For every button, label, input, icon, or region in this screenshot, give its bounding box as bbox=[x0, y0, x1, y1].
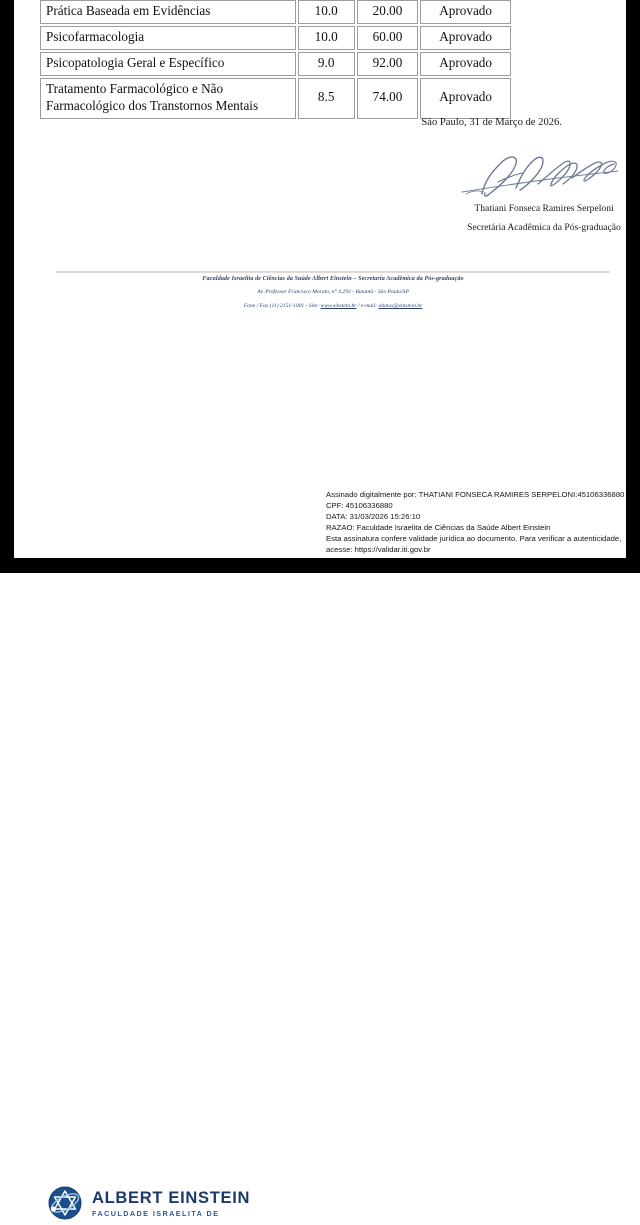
cell-grade: 8.5 bbox=[298, 78, 355, 119]
digisig-validity: Esta assinatura confere validade jurídica ao documento. Para verificar a autenticidade, bbox=[326, 534, 622, 544]
footer-contact bbox=[56, 304, 610, 310]
logo-text-group bbox=[92, 1186, 250, 1217]
footer-contact-mid: / e-mail: bbox=[357, 302, 377, 309]
cell-hours: 92.00 bbox=[357, 52, 418, 76]
handwritten-signature-image bbox=[454, 148, 624, 202]
table-row bbox=[40, 78, 511, 119]
page-separator bbox=[0, 558, 640, 573]
albert-einstein-logo bbox=[48, 1186, 250, 1220]
cell-grade: 9.0 bbox=[298, 52, 355, 76]
cell-subject: Psicofarmacologia bbox=[40, 26, 296, 50]
logo-title: ALBERT EINSTEIN bbox=[92, 1189, 251, 1207]
cell-grade: 10.0 bbox=[298, 26, 355, 50]
footer-institution: Faculdade Israelita de Ciências da Saúde Albert Einstein – Secretaria Acadêmica da Pós-graduação bbox=[202, 276, 464, 282]
page-2-sheet bbox=[0, 573, 640, 1218]
footer-address: Av. Professor Francisco Morato, n° 4.293 - Butantã - São Paulo/SP bbox=[257, 289, 409, 296]
cell-hours: 60.00 bbox=[357, 26, 418, 50]
digisig-date: DATA: 31/03/2026 15:26:10 bbox=[326, 512, 421, 522]
footer-contact-prefix: Fone / Fax (11) 2151-1001 - Site: bbox=[243, 302, 320, 309]
footer-divider bbox=[56, 271, 610, 273]
digital-signature-block bbox=[326, 489, 640, 555]
cell-status: Aprovado bbox=[420, 52, 511, 76]
cell-status: Aprovado bbox=[420, 0, 511, 24]
cell-grade: 10.0 bbox=[298, 0, 355, 24]
signer-role: Secretária Acadêmica da Pós-graduação bbox=[467, 222, 621, 233]
cell-status: Aprovado bbox=[420, 78, 511, 119]
cell-subject: Psicopatologia Geral e Específico bbox=[40, 52, 296, 76]
place-and-date: São Paulo, 31 de Março de 2026. bbox=[421, 117, 562, 128]
digisig-reason: RAZAO: Faculdade Israelita de Ciências da Saúde Albert Einstein bbox=[326, 523, 551, 533]
einstein-atom-icon bbox=[48, 1186, 82, 1220]
page-1-sheet bbox=[14, 0, 626, 558]
cell-subject: Prática Baseada em Evidências bbox=[40, 0, 296, 24]
cell-hours: 20.00 bbox=[357, 0, 418, 24]
footer-website-link[interactable]: www.einstein.br bbox=[320, 302, 357, 309]
footer-email-link[interactable]: alunos@einstein.br bbox=[378, 302, 423, 309]
cell-subject: Tratamento Farmacológico e Não Farmacológico dos Transtornos Mentais bbox=[40, 78, 296, 119]
grades-table-body bbox=[40, 0, 511, 119]
grades-table bbox=[38, 0, 513, 121]
table-row bbox=[40, 52, 511, 76]
signer-name: Thatiani Fonseca Ramires Serpeloni bbox=[474, 203, 614, 214]
cell-hours: 74.00 bbox=[357, 78, 418, 119]
viewer-gutter-left bbox=[0, 0, 14, 558]
digisig-signed-by: Assinado digitalmente por: THATIANI FONSECA RAMIRES SERPELONI:45106336880 bbox=[326, 490, 625, 499]
digisig-cpf: CPF: 45106336880 bbox=[326, 501, 393, 511]
page-footer bbox=[56, 276, 610, 309]
cell-status: Aprovado bbox=[420, 26, 511, 50]
logo-subtitle: FACULDADE ISRAELITA DE bbox=[92, 1208, 220, 1218]
viewer-gutter-right bbox=[626, 0, 640, 558]
table-row bbox=[40, 26, 511, 50]
digisig-url[interactable]: acesse: https://validar.iti.gov.br bbox=[326, 545, 431, 555]
table-row bbox=[40, 0, 511, 24]
